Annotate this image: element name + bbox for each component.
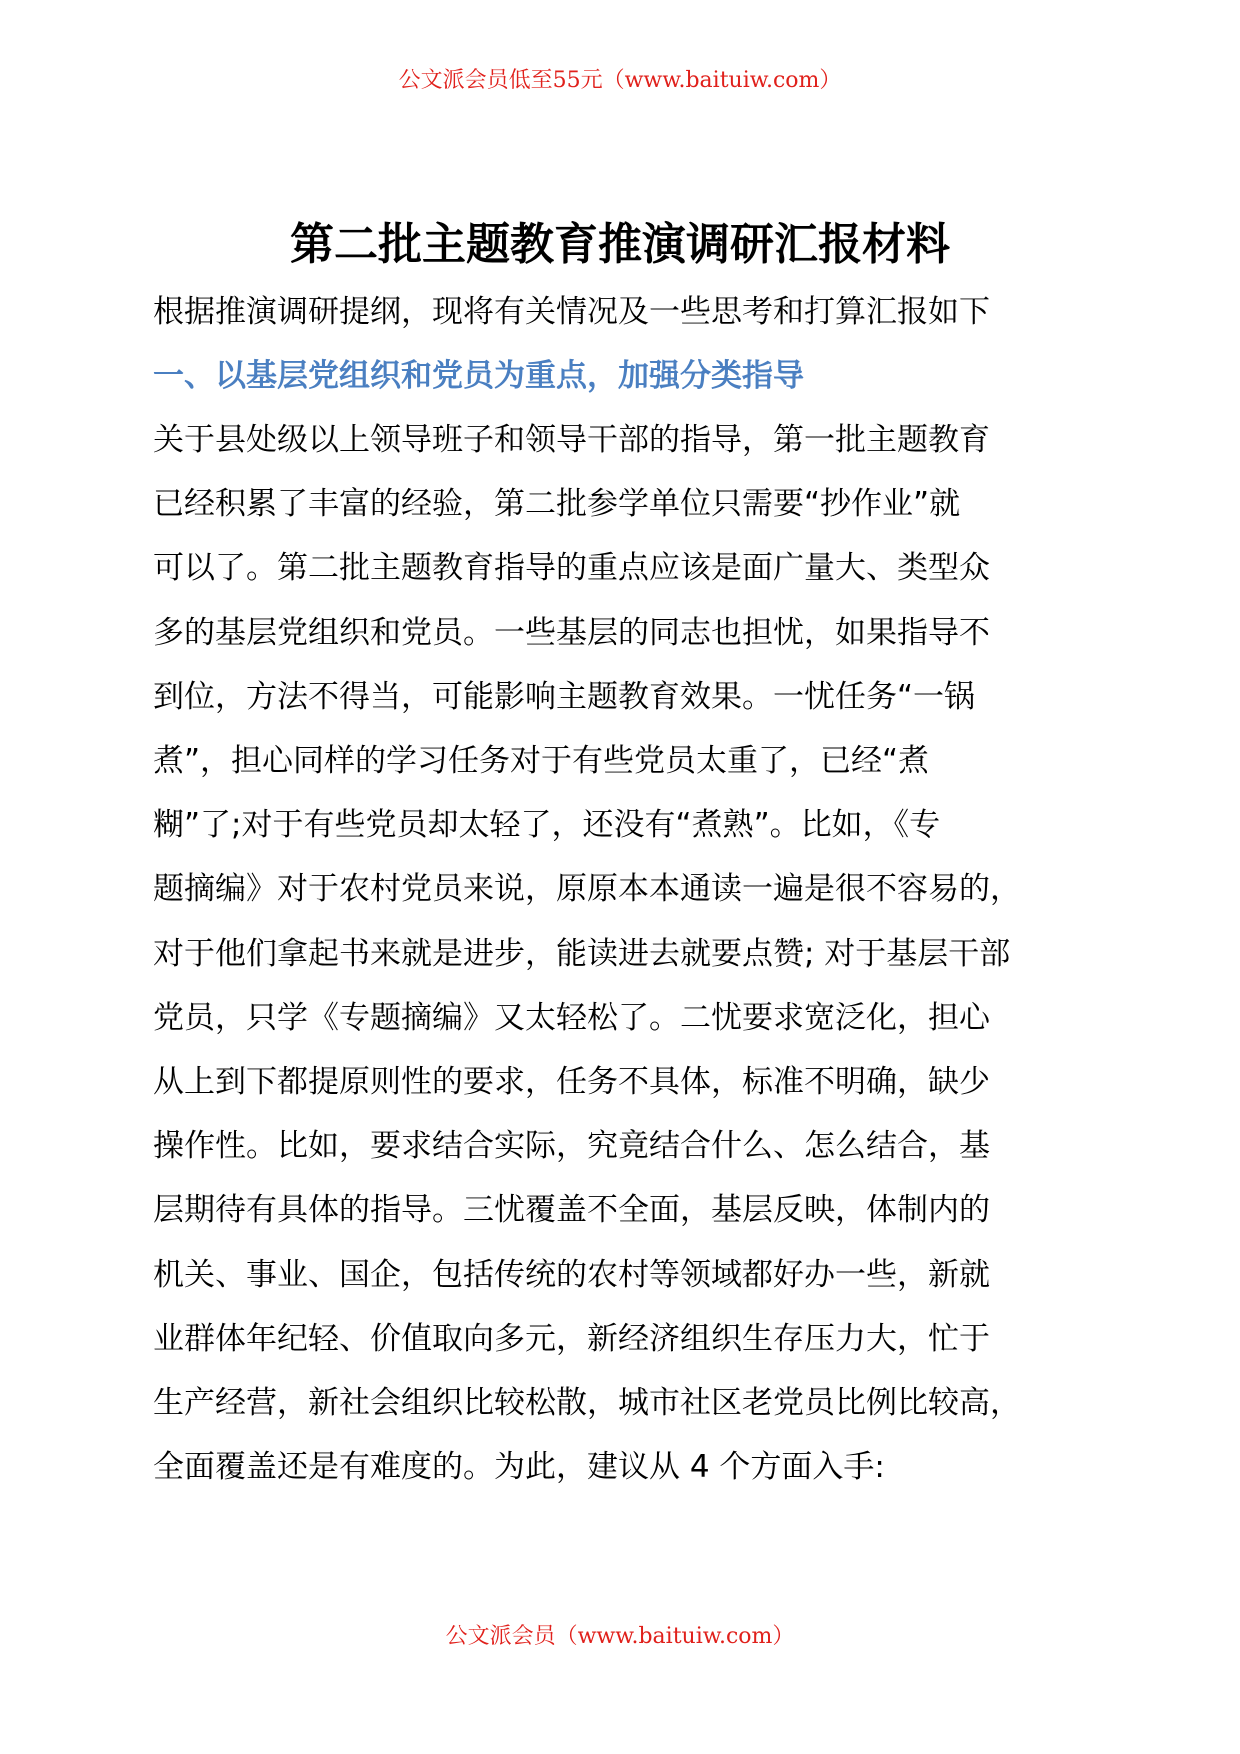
body-line: 到位，方法不得当，可能影响主题教育效果。一忧任务“一锅 xyxy=(153,678,976,715)
body-line: 全面覆盖还是有难度的。为此，建议从 4 个方面入手: xyxy=(153,1449,885,1486)
section-heading: 一、以基层党组织和党员为重点，加强分类指导 xyxy=(153,358,804,394)
footer-watermark-banner: 公文派会员（www.baituiw.com） xyxy=(445,1624,795,1649)
document-body xyxy=(153,280,1103,1499)
body-line: 关于县处级以上领导班子和领导干部的指导，第一批主题教育 xyxy=(153,422,990,458)
document-title: 第二批主题教育推演调研汇报材料 xyxy=(290,219,950,270)
body-line: 已经积累了丰富的经验，第二批参学单位只需要“抄作业”就 xyxy=(153,486,961,523)
body-line: 从上到下都提原则性的要求，任务不具体，标准不明确，缺少 xyxy=(153,1064,990,1101)
body-line: 煮”，担心同样的学习任务对于有些党员太重了，已经“煮 xyxy=(153,743,930,780)
body-line: 多的基层党组织和党员。一些基层的同志也担忧，如果指导不 xyxy=(153,614,990,651)
body-line: 糊”了;对于有些党员却太轻了，还没有“煮熟”。比如，《专 xyxy=(153,807,941,844)
body-line: 业群体年纪轻、价值取向多元，新经济组织生存压力大，忙于 xyxy=(153,1320,990,1357)
body-line: 机关、事业、国企，包括传统的农村等领域都好办一些，新就 xyxy=(153,1256,990,1293)
body-line: 层期待有具体的指导。三忧覆盖不全面，基层反映，体制内的 xyxy=(153,1192,990,1229)
body-line: 题摘编》对于农村党员来说，原原本本通读一遍是很不容易的， xyxy=(153,871,1021,908)
intro-paragraph: 根据推演调研提纲，现将有关情况及一些思考和打算汇报如下 xyxy=(153,294,990,330)
body-line: 党员，只学《专题摘编》又太轻松了。二忧要求宽泛化，担心 xyxy=(153,999,990,1036)
body-line: 操作性。比如，要求结合实际，究竟结合什么、怎么结合，基 xyxy=(153,1128,990,1165)
header-watermark-banner: 公文派会员低至55元（www.baitu​iw.com） xyxy=(398,68,842,93)
body-line: 对于他们拿起书来就是进步，能读进去就要点赞; 对于基层干部 xyxy=(153,935,1011,972)
body-paragraph xyxy=(153,408,1103,1499)
body-line: 可以了。第二批主题教育指导的重点应该是面广量大、类型众 xyxy=(153,550,990,587)
body-line: 生产经营，新社会组织比较松散，城市社区老党员比例比较高， xyxy=(153,1385,1021,1422)
